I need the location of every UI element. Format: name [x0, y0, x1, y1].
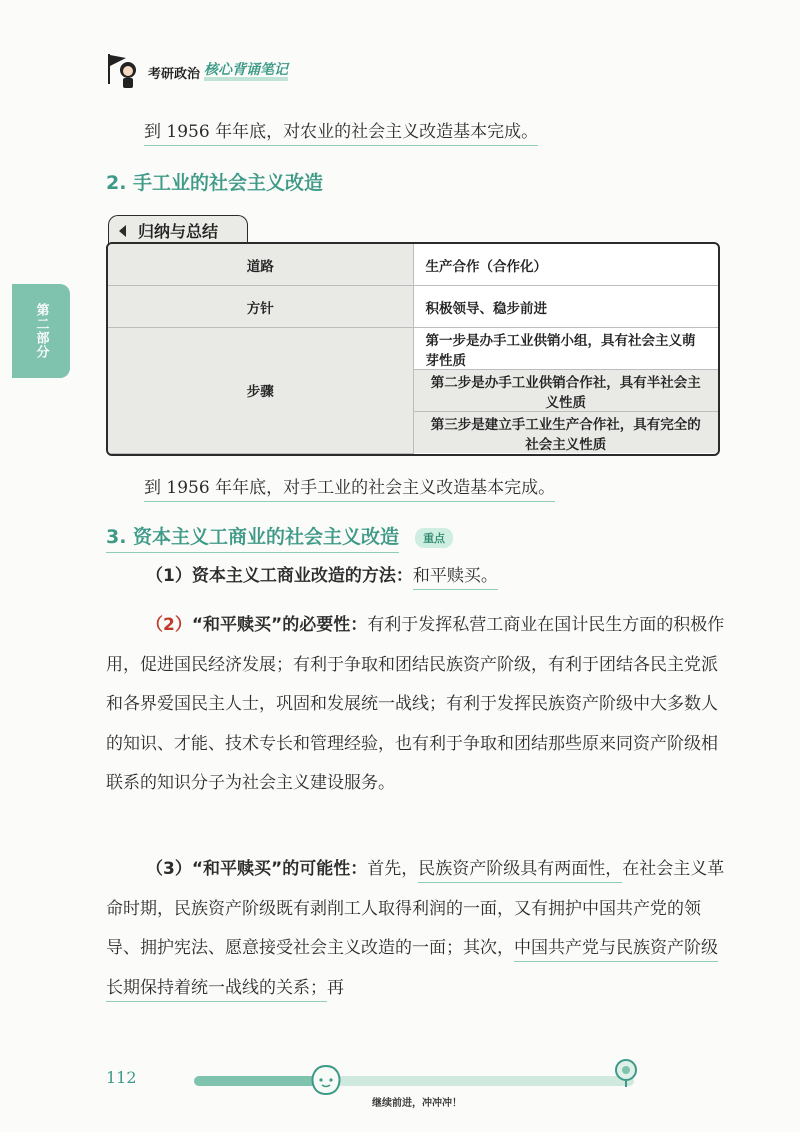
row-label: 道路: [108, 244, 413, 286]
possibility-text-b: 民族资产阶级具有两面性，: [418, 859, 622, 883]
agriculture-completion-line: [144, 122, 538, 142]
method-paragraph: [146, 566, 498, 586]
necessity-text: 有利于发挥私营工商业在国计民生方面的积极作用，促进国民经济发展；有利于争取和团结民族资产阶级，有利于团结各民主党派和各界爱国民主人士，巩固和发展统一战线；有利于发挥民族资产阶级中大多数人的知识、才能、技术专长和管理经验，也有利于争取和团结那些原来同资产阶级相联系的知识分子为社会主义建设服务。: [106, 615, 725, 793]
progress-fill: [194, 1076, 326, 1086]
brand-subject: 考研政治: [148, 66, 201, 82]
summary-tag: [108, 215, 248, 244]
possibility-text-d: 中国共产党与民族资产阶级长期保持着统一战线的关系；: [106, 938, 718, 1002]
necessity-label: “和平赎买”的必要性：: [191, 615, 368, 635]
possibility-number: （3）: [146, 859, 192, 879]
possibility-label: “和平赎买”的可能性：: [191, 859, 368, 879]
necessity-paragraph: [106, 606, 726, 804]
handicraft-completion-line: [144, 478, 555, 498]
part-side-tab-label: 第二部分: [33, 303, 49, 359]
agriculture-completion-text: 到 1956 年年底，对农业的社会主义改造基本完成。: [144, 122, 538, 146]
handicraft-completion-text: 到 1956 年年底，对手工业的社会主义改造基本完成。: [144, 478, 555, 502]
table-row: [108, 244, 718, 286]
row-value: 生产合作（合作化）: [413, 244, 718, 286]
book-brand: [148, 63, 288, 82]
table-row: [108, 328, 718, 370]
necessity-number: （2）: [146, 615, 192, 635]
method-label: （1）资本主义工商业改造的方法：: [146, 566, 413, 586]
summary-table: [106, 242, 720, 456]
step-value: 第一步是办手工业供销小组，具有社会主义萌芽性质: [413, 328, 718, 370]
key-point-badge: 重点: [415, 528, 453, 548]
progress-mascot-icon: [309, 1064, 343, 1096]
section-2-heading: 2. 手工业的社会主义改造: [106, 172, 324, 194]
mascot-flag-icon: [104, 52, 144, 92]
row-value: 积极领导、稳步前进: [413, 286, 718, 328]
step-value: 第二步是办手工业供销合作社，具有半社会主义性质: [413, 370, 718, 412]
page-number: 112: [106, 1068, 137, 1087]
possibility-text-c: 在社会主义革命时期，民族资产阶级既有剥削工人取得利润的一面，又有拥护中国共产党的领导、拥护宪法、愿意接受社会主义改造的一面；其次，: [106, 859, 725, 958]
section-3-heading: [106, 522, 453, 553]
section-3-heading-text: 3. 资本主义工商业的社会主义改造: [106, 522, 399, 553]
footer-slogan: 继续前进，冲冲冲！: [372, 1098, 462, 1109]
row-label: 方针: [108, 286, 413, 328]
step-value: 第三步是建立手工业生产合作社，具有完全的社会主义性质: [413, 412, 718, 454]
possibility-paragraph: [106, 850, 726, 1008]
method-value: 和平赎买。: [413, 566, 498, 590]
part-side-tab: [12, 284, 70, 378]
summary-tag-label: 归纳与总结: [137, 221, 218, 241]
table-row: [108, 286, 718, 328]
row-label: 步骤: [108, 328, 413, 454]
goal-marker-icon: [612, 1058, 640, 1088]
page-header: [104, 52, 288, 92]
possibility-text-e: 再: [327, 977, 344, 998]
possibility-text-a: 首先，: [367, 859, 419, 879]
brand-title: 核心背诵笔记: [204, 63, 288, 81]
